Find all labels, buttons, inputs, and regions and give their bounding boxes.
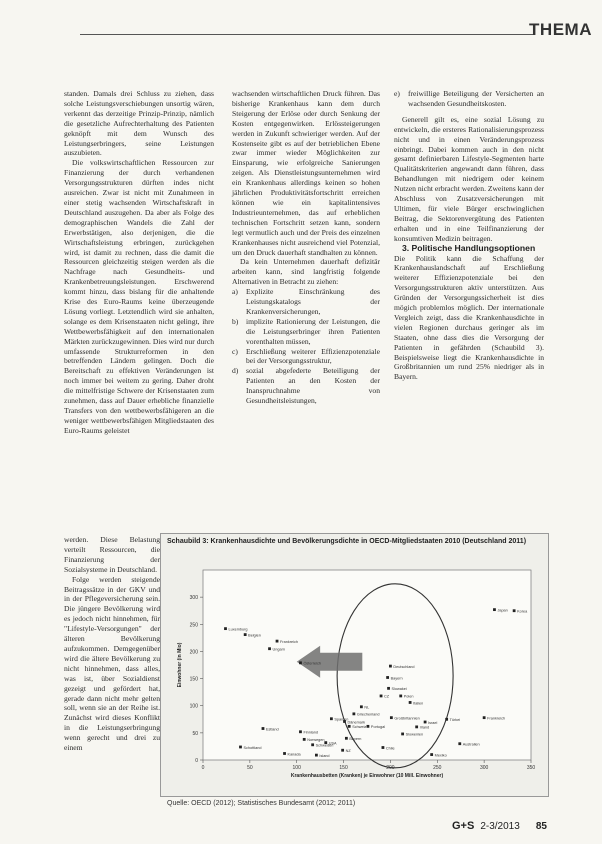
data-point [424, 721, 427, 724]
section-title: THEMA [529, 20, 592, 39]
data-point [401, 733, 404, 736]
data-point [262, 727, 265, 730]
y-tick-label: 300 [189, 595, 198, 602]
column-2 [232, 89, 380, 406]
y-axis-label: Einwohner (in Mio) [177, 642, 183, 688]
data-point-label: Polen [403, 694, 414, 699]
y-tick-label: 250 [189, 622, 198, 629]
page-footer [452, 820, 547, 832]
data-point [399, 695, 402, 698]
data-point [348, 725, 351, 728]
list-item-text: freiwillige Beteiligung der Versicherten an wachsenden Gesundheitskosten. [408, 89, 544, 108]
data-point [352, 712, 355, 715]
paragraph: werden. Diese Belastung verteilt Ressourcen, die Finanzierung der Sozialsysteme in Deutschland. [64, 535, 160, 574]
issue-number: 2-3/2013 [480, 821, 520, 832]
data-point [303, 738, 306, 741]
column-3 [394, 89, 544, 382]
data-point-label: Irland [419, 725, 430, 730]
list-item-text: Explizite Einschränkung des Leistungskatalogs der Krankenversicherungen, [246, 287, 380, 316]
x-tick-label: 150 [339, 765, 348, 771]
data-point [244, 633, 247, 636]
data-point-label: Schweiz [352, 725, 367, 730]
data-point-label: NL [364, 705, 370, 710]
list-marker: e) [394, 89, 400, 98]
x-tick-label: 350 [526, 765, 536, 771]
data-point-label: Frankreich [487, 716, 506, 721]
list-item-text: Erschließung weiterer Effizienzpotenziale bei der Versorgungsstruktur, [246, 346, 380, 366]
paragraph: Die Politik kann die Schaffung der Krankenhauslandschaft auf Erschließung weiterer Effizienzpotenziale bei den Versorgungsstrukturen aktiv unterstützen. Aus Gründen der Versorgungssicherheit ist dies mögich problemlos möglich. Der internationale Vergleich zeigt, dass die Krankenhausdichte in vielen Regionen durchaus geringer als im Staaten, ohne dass dies die Versorgung der Patienten in gefährden (Schaubild 3). Beispielsweise liegt die Krankenhausdichte in Großbritannien um rund 25% niedriger als in Bayern. [394, 253, 544, 382]
paragraph: Folge werden steigende Beitragssätze in der GKV und in der Pflegeversicherung sein. Die jüngere Bevölkerung wird es jedoch nicht hinnehmen, für "Lifestyle-Versorgungen" der älteren Bevölkerung aufzukommen. Demgegenüber wird die ältere Bevölkerung zu nicht hinnehmen, dass alles, was ist, über Sozialdienst gezeigt und gefördert hat, gerade dann nicht mehr gelten soll, wenn sie an der Reihe ist. Zunächst wird dieses Konflikt in die Leistungserbringung wenn gerecht und drei zu einem [64, 574, 160, 753]
paragraph: Da kein Unternehmen dauerhaft defizitär arbeiten kann, sind langfristig folgende Alternativen in Betracht zu ziehen: [232, 257, 380, 287]
data-point-label: Luxemburg [228, 627, 248, 632]
data-point [283, 752, 286, 755]
chart-title: Schaubild 3: Krankenhausdichte und Bevölkerungsdichte in OECD-Mitgliedstaaten 2010 (Deutschland 2011) [167, 538, 527, 545]
paragraph: Generell gilt es, eine sozial Lösung zu entwickeln, die ersteres Rationalisierungsprozess nicht und in einen Veränderungsprozess einbringt. Dabei kommen auch in den nicht gesamt definierbaren Lifestyle-Segmenten harte Qualitätskriterien angewandt dann führen, dass Behandlungen mit niedrigem oder keinem Nutzen nicht erbracht werden. Zweitens kann der Abschluss von Zusatzversicherungen mit Ultimen, für viele Bürger erschwinglichen Beitrag, die Sektorenvergütung des Patienten erhalten und in eine Teilfinanzierung der konsumtiven Medizin beitragen. [394, 114, 544, 243]
data-point [513, 609, 516, 612]
list-item-text: implizite Rationierung der Leistungen, die die Leistungserbringer ihren Patienten vorenthalten müssen, [246, 316, 380, 346]
data-point-label: NZ [345, 749, 351, 754]
data-point [341, 749, 344, 752]
data-point-label: Belgien [248, 633, 261, 638]
data-point [493, 608, 496, 611]
list-item [232, 366, 380, 406]
data-point-label: Frankreich [280, 639, 298, 644]
data-point [239, 746, 242, 749]
data-point [386, 676, 389, 679]
data-point [409, 701, 412, 704]
column-1 [64, 89, 214, 436]
data-point-label: CZ [384, 694, 390, 699]
data-point-label: Dänemark [347, 720, 366, 725]
data-point-label: Deutschland [393, 664, 415, 669]
list-item [394, 89, 544, 109]
list-marker: c) [232, 346, 238, 356]
data-point [299, 661, 302, 664]
list-marker: b) [232, 316, 239, 326]
data-point [382, 746, 385, 749]
x-tick-label: 300 [479, 765, 489, 771]
column-1-continued [64, 535, 160, 753]
list-marker: a) [232, 287, 238, 297]
data-point-label: Israel [428, 720, 438, 725]
data-point-label: Kanada [287, 752, 301, 757]
data-point [483, 716, 486, 719]
list-item-text: sozial abgefederte Beteiligung der Patienten an den Kosten der Inanspruchnahme von Gesundheitsleistungen, [246, 366, 380, 406]
data-point [311, 743, 314, 746]
data-point-label: Schottland [243, 745, 262, 750]
x-axis-label: Krankenhausbetten (Kranken) je Einwohner (10 Mill. Einwohner) [290, 773, 444, 779]
data-point [324, 741, 327, 744]
data-point-label: Großbritannien [394, 716, 420, 721]
data-point-label: Griechenland [356, 712, 380, 717]
data-point-label: Norwegen [307, 738, 325, 743]
data-point-label: Island [319, 753, 330, 758]
chart-figure [160, 533, 549, 797]
x-tick-label: 50 [247, 765, 253, 771]
data-point-label: Finnland [303, 730, 319, 735]
list-item [232, 317, 380, 347]
data-point-label: Schweden [315, 743, 334, 748]
data-point [345, 737, 348, 740]
data-point [390, 716, 393, 719]
data-point [224, 627, 227, 630]
data-point [458, 742, 461, 745]
data-point-label: Korea [517, 609, 528, 614]
section-heading: 3. Politische Handlungsoptionen [402, 242, 536, 253]
chart-source: Quelle: OECD (2012); Statistisches Bundesamt (2012; 2011) [167, 800, 356, 807]
data-point [268, 647, 271, 650]
y-tick-label: 50 [192, 730, 198, 737]
data-point-label: Bayern [349, 737, 362, 742]
data-point-label: Mexiko [434, 753, 447, 758]
data-point [430, 753, 433, 756]
data-point-label: Slowakei [391, 687, 407, 692]
alternatives-list-continued [394, 89, 544, 109]
data-point-label: Italien [413, 701, 424, 706]
list-item [232, 347, 380, 367]
header-rule [80, 34, 535, 35]
data-point [330, 717, 333, 720]
data-point-label: Ungarn [272, 647, 285, 652]
journal-brand: G+S [452, 820, 475, 832]
data-point [360, 705, 363, 708]
data-point [445, 718, 448, 721]
data-point [367, 725, 370, 728]
scatter-chart [161, 534, 548, 796]
list-item [232, 287, 380, 317]
x-tick-label: 100 [292, 765, 301, 771]
paragraph: wachsenden wirtschaftlichen Druck führen. Das bisherige Krankenhaus kann dem durch Steigerung der Erlöse oder durch Senkung der Kosten entgegenwirken. Erlössteigerungen werden in Zukunft schwieriger werden. Auf der Kostenseite gibt es auf der betrieblichen Ebene zwar immer wieder Möglichkeiten zur Einsparung, wie erfolgreiche Sanierungen zeigen. Als Dienstleistungsunternehmen wird ein Krankenhaus allerdings keinen so hohen jährlichen Produktivitätsfortschritt erreichen können wie ein kapitalintensives Industrieunternehmen, das auf erheblichen technischen Fortschritt setzen kann, sondern legt vermutlich auch und der Preis des einzelnen Krankenhauses nicht ausreichend viel Potenzial, um den Druck dauerhaft standhalten zu können. [232, 89, 380, 257]
data-point [315, 754, 318, 757]
data-point-label: Bayern [390, 676, 403, 681]
paragraph: standen. Damals drei Schluss zu ziehen, dass solche Leistungsverschiebungen unsortig wären, verkennt das derzeitige Prinzip-Prinzip, nämlich die gesetzliche Aufrechterhaltung des Patienten geknöpft mit dem Wunsch des Leistungserbringers, seine Leistungen auszubieten. [64, 89, 214, 158]
data-point-label: Portugal [370, 725, 386, 730]
data-point-label: Slowenien [405, 732, 424, 737]
x-tick-label: 250 [433, 765, 442, 771]
y-tick-label: 0 [195, 758, 198, 764]
paragraph: Die volkswirtschaftlichen Ressourcen zur Finanzierung der durch verhandenen Versorgungsstrukturen dürften indes nicht ausreichen. Zwar ist nicht mit Zunahmeen in einer stetig wachsenden Wirtschaftskraft in Deutschland auszugehen. Da aber als Folge des demographischen Wandels die Zahl der Erwerbstätigen, also derjenigen, die die Wirtschaftsleistung erbringen, zurückgehen wird, ist damit zu rechnen, dass die damit die Ressourcen gleichzeitig steigen werden als die Nachfrage nach Gesundheits- und Krankenbetreuungsleistungen. Erschwerend kommt hinzu, dass bislang für die anhaltende Krise des Euro-Raums keine überzeugende Lösung vorliegt. Letztendlich wird sie anhalten, solange es dem Krisenstaaten nicht gelingt, ihre Wettbewerbsfähigkeit auf den internationalen Märkten zurückzugewinnen. Dies wird nur durch umfassende Strukturreformen in den betreffenden Ländern gelingen. Doch die Bereitschaft zu effektiven Veränderungen ist noch immer bei weitem zu gering. Daher droht die mittelfristige Schwere der Krisenstaaten zum zunehmen, dass auf Dauer erhebliche finanzielle Transfers von den wettbewerbsfähigeren an die weniger wettbewerbsfähigen Mitgliedstaaten des Euro-Raums geleistet [64, 158, 214, 435]
y-tick-label: 150 [189, 676, 198, 683]
data-point-label: Chile [385, 746, 395, 751]
data-point [380, 695, 383, 698]
data-point [415, 725, 418, 728]
y-tick-label: 200 [189, 649, 198, 656]
data-point [387, 687, 390, 690]
x-tick-label: 200 [386, 765, 395, 771]
data-point-label: Österreich [303, 661, 321, 666]
data-point-label: USA [328, 741, 337, 746]
data-point-label: Japan [497, 608, 508, 613]
data-point [299, 730, 302, 733]
data-point-label: Türkei [449, 718, 461, 723]
data-point-label: Estland [265, 727, 279, 732]
alternatives-list [232, 287, 380, 406]
plot-area [203, 570, 531, 760]
data-point-label: Spanien [334, 717, 349, 722]
page-number: 85 [535, 821, 547, 832]
data-point [276, 640, 279, 643]
data-point-label: Australien [462, 742, 480, 747]
y-tick-label: 100 [189, 703, 198, 710]
x-tick-label: 0 [201, 765, 205, 771]
data-point [389, 665, 392, 668]
list-marker: d) [232, 366, 239, 376]
